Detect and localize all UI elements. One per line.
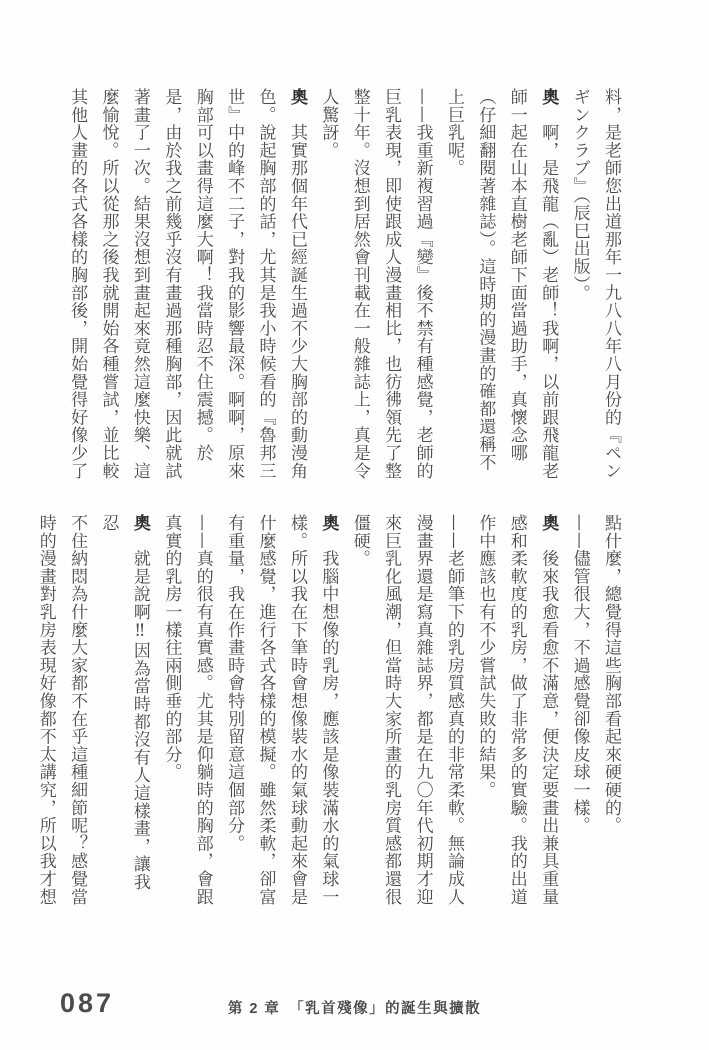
text-line: 奧 後來我愈看愈不滿意，便決定要畫出兼具重量 xyxy=(538,514,559,906)
text-line: 點什麼，總覺得這些胸部看起來硬硬的。 xyxy=(601,514,621,835)
speaker-label: 奧 xyxy=(538,514,559,532)
text-line: ギンクラブ』（辰巳出版）。 xyxy=(569,88,590,303)
text-line: 整十年。沒想到居然會刊載在一般雜誌上，真是令 xyxy=(349,88,370,480)
text-line: 時的漫畫對乳房表現好像都不太講究，所以我才想 xyxy=(35,514,56,906)
text-line: 樣。所以我在下筆時會想像裝水的氣球動起來會是 xyxy=(286,514,307,906)
page-number: 087 xyxy=(60,988,115,1018)
text-line: 人驚訝。 xyxy=(318,88,339,160)
text-line: 料，是老師您出道那年一九八八年八月份的『ペン xyxy=(601,88,621,480)
text-line: 僵硬。 xyxy=(349,514,370,568)
text-line: 感和柔軟度的乳房，做了非常多的實驗。我的出道 xyxy=(506,514,527,906)
text-line: 奧 我腦中想像的乳房，應該是像裝滿水的氣球一 xyxy=(318,514,339,906)
text-line: 奧 啊，是飛龍（亂）老師！我啊，以前跟飛龍老 xyxy=(538,88,559,480)
speaker-label: 奧 xyxy=(129,514,150,532)
text-line: ——真的很有真實感。尤其是仰躺時的胸部，會跟 xyxy=(192,514,213,906)
top-text-block xyxy=(61,88,626,481)
text-line: 真實的乳房一樣往兩側垂的部分。 xyxy=(161,514,182,781)
text-line: 來巨乳化風潮，但當時大家所畫的乳房質感都還很 xyxy=(381,514,402,906)
text-line: 不住納悶為什麼大家都不在乎這種細節呢？感覺當 xyxy=(67,514,88,906)
speaker-label: 奧 xyxy=(318,514,339,532)
text-line: 奧 就是說啊‼因為當時都沒有人這樣畫，讓我忍 xyxy=(98,514,150,891)
speaker-label: 奧 xyxy=(286,88,307,106)
text-line: 師一起在山本直樹老師下面當過助手，真懷念哪 xyxy=(506,88,527,462)
text-line: 其他人畫的各式各樣的胸部後，開始覺得好像少了 xyxy=(67,88,88,480)
text-line: 著畫了一次。結果沒想到畫起來竟然這麼快樂、這 xyxy=(129,88,150,480)
text-line: 是，由於我之前幾乎沒有畫過那種胸部，因此就試 xyxy=(161,88,182,480)
text-line: 巨乳表現，即使跟成人漫畫相比，也彷彿領先了整 xyxy=(381,88,402,480)
text-line: 世』中的峰不二子，對我的影響最深。啊啊，原來 xyxy=(224,88,245,480)
text-line: 什麼感覺，進行各式各樣的模擬。雖然柔軟，卻富 xyxy=(255,514,276,906)
text-line: ——我重新複習過『變』後不禁有種感覺，老師的 xyxy=(412,88,433,480)
text-line: 奧 其實那個年代已經誕生過不少大胸部的動漫角 xyxy=(286,88,307,480)
text-line: （仔細翻閱著雜誌）。這時期的漫畫的確都還稱不 xyxy=(475,88,496,472)
text-line: 漫畫界還是寫真雜誌界，都是在九〇年代初期才迎 xyxy=(412,514,433,906)
text-line: 作中應該也有不少嘗試失敗的結果。 xyxy=(475,514,496,799)
speaker-label: 奧 xyxy=(538,88,559,106)
text-line: 胸部可以畫得這麼大啊！我當時忍不住震撼。於 xyxy=(192,88,213,462)
text-line: 有重量，我在作畫時會特別留意這個部分。 xyxy=(224,514,245,853)
bottom-text-block xyxy=(29,514,626,907)
text-line: 色。說起胸部的話，尤其是我小時候看的『魯邦三 xyxy=(255,88,276,480)
chapter-title: 第 2 章 「乳首殘像」的誕生與擴散 xyxy=(227,1001,482,1017)
text-line: ——老師筆下的乳房質感真的非常柔軟。無論成人 xyxy=(443,514,464,906)
text-line: 上巨乳呢。 xyxy=(443,88,464,177)
text-line: 麼愉悅。所以從那之後我就開始各種嘗試，並比較 xyxy=(98,88,119,480)
text-line: ——儘管很大，不過感覺卻像皮球一樣。 xyxy=(569,514,590,835)
